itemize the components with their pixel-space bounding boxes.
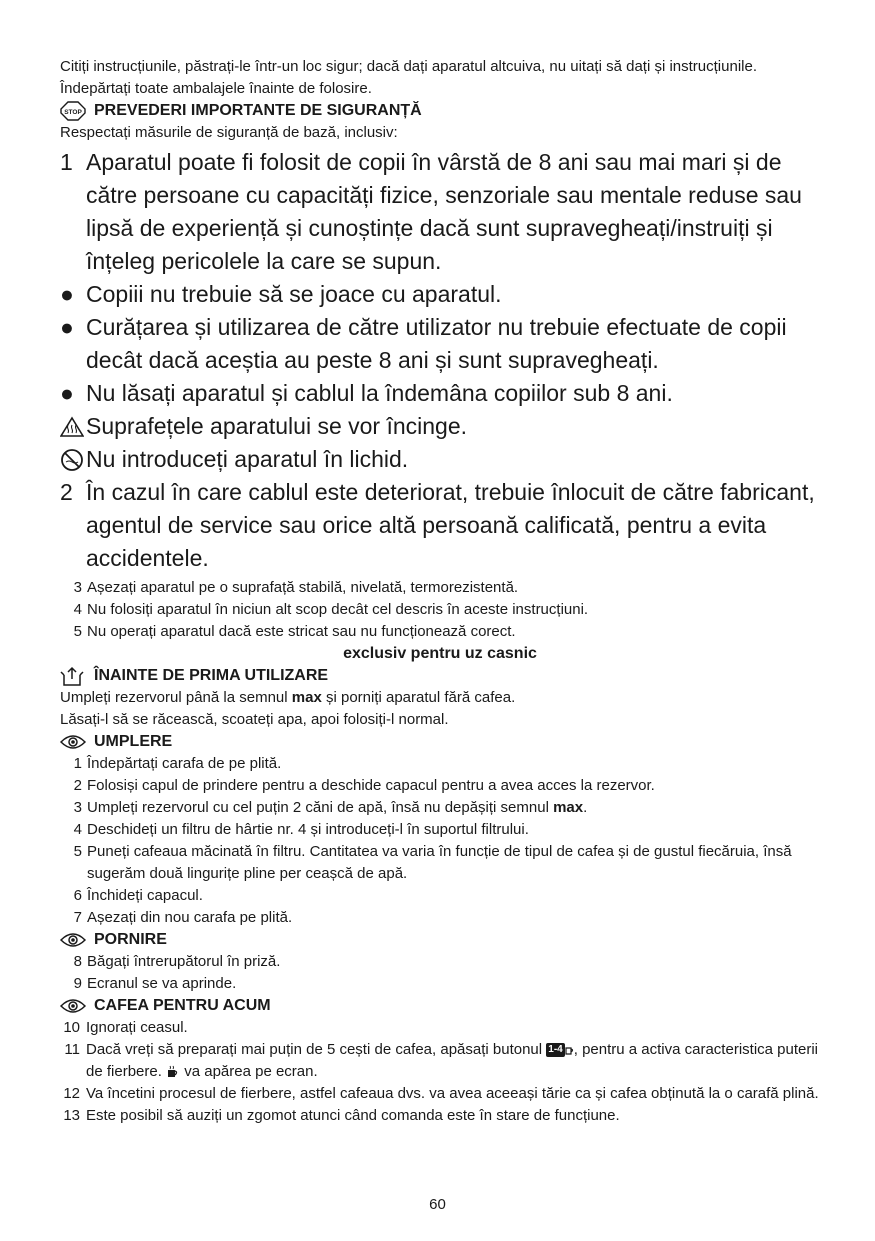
list-item [60, 907, 820, 929]
item-number: 12 [63, 1085, 80, 1102]
list-item [60, 1039, 820, 1083]
text-part: , pentru a activa caracteristica puterii de fierbere. [86, 1041, 819, 1080]
list-item [60, 1105, 820, 1127]
item-text: Ecranul se va aprinde. [87, 975, 237, 992]
text-part: . [583, 799, 588, 816]
brew-strength-button-icon: 1-4 [548, 1044, 563, 1056]
bullet-icon: ● [60, 314, 74, 340]
hot-surface-icon [60, 410, 86, 443]
list-item [60, 797, 820, 819]
first-use-heading [60, 665, 820, 687]
bullet-icon: ● [60, 281, 74, 307]
first-use-line-2: Lăsați-l să se răcească, scoateți apa, apoi folosiți-l normal. [60, 711, 449, 728]
safety-small-item [60, 621, 820, 643]
item-number: 5 [73, 623, 82, 640]
intro-paragraph: Citiți instrucțiunile, păstrați-le într-un loc sigur; dacă dați aparatul altcuiva, nu uitați să dați și instrucțiunile. Îndepărtați toate ambalajele înainte de folosire. [60, 58, 757, 97]
filling-list [60, 753, 820, 929]
stop-icon-label: STOP [64, 109, 82, 116]
filling-heading-text: UMPLERE [94, 733, 173, 750]
item-number: 4 [73, 821, 82, 838]
safety-small-item [60, 577, 820, 599]
item-text: Ignorați ceasul. [86, 1019, 188, 1036]
bullet-text: Copiii nu trebuie să se joace cu aparatul. [86, 281, 502, 307]
coffee-now-list [60, 1017, 820, 1127]
item-text: Deschideți un filtru de hârtie nr. 4 și introduceți-l în suportul filtrului. [87, 821, 529, 838]
safety-item-1 [60, 146, 820, 278]
list-item [60, 775, 820, 797]
safety-bullet-1 [60, 278, 820, 311]
item-number: 5 [73, 843, 82, 860]
max-mark-label: max [553, 799, 584, 816]
list-item [60, 1083, 820, 1105]
item-number: 10 [63, 1019, 80, 1036]
list-item [60, 1017, 820, 1039]
safety-item-text: În cazul în care cablul este deteriorat, trebuie înlocuit de către fabricant, agentul de service sau orice altă persoană calificată, pentru a evita accidentele. [86, 479, 815, 571]
unbox-icon [60, 665, 94, 687]
safety-item-number: 2 [60, 479, 73, 505]
start-heading-text: PORNIRE [94, 931, 167, 948]
eye-icon [60, 998, 94, 1014]
item-number: 11 [64, 1041, 80, 1058]
list-item [60, 951, 820, 973]
item-text: Închideți capacul. [87, 887, 203, 904]
item-number: 8 [73, 953, 82, 970]
first-use-line-1 [60, 687, 820, 709]
text-part: va apărea pe ecran. [180, 1063, 318, 1080]
item-text: Nu operați aparatul dacă este stricat sau nu funcționează corect. [87, 623, 516, 640]
safety-list [60, 146, 820, 575]
item-text: Puneți cafeaua măcinată în filtru. Cantitatea va varia în funcție de tipul de cafea și de gustul fiecăruia, însă sugerăm două lingurițe pline per ceașcă de apă. [87, 843, 792, 882]
document-page [60, 56, 820, 1127]
safety-bullet-3 [60, 377, 820, 410]
item-text: Așezați aparatul pe o suprafață stabilă, nivelată, termorezistentă. [87, 579, 519, 596]
coffee-now-heading [60, 995, 820, 1017]
list-item [60, 885, 820, 907]
item-number: 13 [63, 1107, 80, 1124]
safety-heading-text: PREVEDERI IMPORTANTE DE SIGURANȚĂ [94, 102, 422, 119]
safety-small-item [60, 599, 820, 621]
eye-icon [60, 932, 94, 948]
item-text: Băgați întrerupătorul în priză. [87, 953, 281, 970]
item-text: Folosiși capul de prindere pentru a deschide capacul pentru a avea acces la rezervor. [87, 777, 655, 794]
safety-item-text: Aparatul poate fi folosit de copii în vârstă de 8 ani sau mai mari și de către persoane cu capacități fizice, senzoriale sau mentale reduse sau lipsă de experiență și cunoștințe dacă sunt supravegheați/instruiți și înțeleg pericolele la care se supun. [86, 149, 802, 274]
item-number: 9 [73, 975, 82, 992]
bullet-text: Curățarea și utilizarea de către utilizator nu trebuie efectuate de copii decât dacă aceștia au peste 8 ani și sunt supravegheați. [86, 314, 787, 373]
no-liquid-text: Nu introduceți aparatul în lichid. [86, 446, 409, 472]
item-text: Va încetini procesul de fierbere, astfel cafeaua dvs. va avea aceeași tărie ca și cafea obținută la o carafă plină. [86, 1085, 819, 1102]
safety-item-2 [60, 476, 820, 575]
text-part: Dacă vreți să preparați mai puțin de 5 cești de cafea, apăsați butonul [86, 1041, 547, 1058]
start-list [60, 951, 820, 995]
start-heading [60, 929, 820, 951]
coffee-now-heading-text: CAFEA PENTRU ACUM [94, 997, 271, 1014]
item-text [87, 797, 820, 819]
safety-item-number: 1 [60, 149, 73, 175]
stop-icon [60, 101, 94, 121]
first-use-heading-text: ÎNAINTE DE PRIMA UTILIZARE [94, 667, 329, 684]
cup-display-icon [166, 1065, 180, 1079]
item-number: 2 [73, 777, 82, 794]
filling-heading [60, 731, 820, 753]
item-number: 6 [73, 887, 82, 904]
text-part: și porniți aparatul fără cafea. [321, 689, 516, 706]
item-text: Nu folosiți aparatul în niciun alt scop decât cel descris în aceste instrucțiuni. [87, 601, 589, 618]
item-text: Îndepărtați carafa de pe plită. [87, 755, 282, 772]
cup-icon [565, 1044, 574, 1056]
item-number: 3 [73, 579, 82, 596]
max-mark-label: max [291, 689, 322, 706]
text-part: Umpleți rezervorul cu cel puțin 2 căni de apă, însă nu depășiți semnul [87, 799, 554, 816]
item-text: Este posibil să auziți un zgomot atunci când comanda este în stare de funcțiune. [86, 1107, 620, 1124]
list-item [60, 819, 820, 841]
bullet-icon: ● [60, 380, 74, 406]
item-number: 3 [73, 799, 82, 816]
list-item [60, 841, 820, 885]
safety-small-list [60, 577, 820, 643]
eye-icon [60, 734, 94, 750]
item-number: 4 [73, 601, 82, 618]
hot-surface-warning [60, 410, 820, 443]
list-item [60, 973, 820, 995]
safety-subtitle: Respectați măsurile de siguranță de bază, inclusiv: [60, 124, 398, 141]
item-text: Așezați din nou carafa pe plită. [87, 909, 293, 926]
item-number: 1 [73, 755, 82, 772]
text-part: Umpleți rezervorul până la semnul [60, 689, 292, 706]
item-text [86, 1039, 820, 1083]
no-immerse-icon [60, 443, 86, 476]
no-liquid-warning [60, 443, 820, 476]
safety-heading [60, 100, 820, 122]
item-number: 7 [73, 909, 82, 926]
household-use-note: exclusiv pentru uz casnic [343, 645, 537, 662]
safety-bullet-2 [60, 311, 820, 377]
hot-surface-text: Suprafețele aparatului se vor încinge. [86, 413, 468, 439]
page-number: 60 [429, 1196, 446, 1213]
bullet-text: Nu lăsați aparatul și cablul la îndemâna copiilor sub 8 ani. [86, 380, 673, 406]
list-item [60, 753, 820, 775]
